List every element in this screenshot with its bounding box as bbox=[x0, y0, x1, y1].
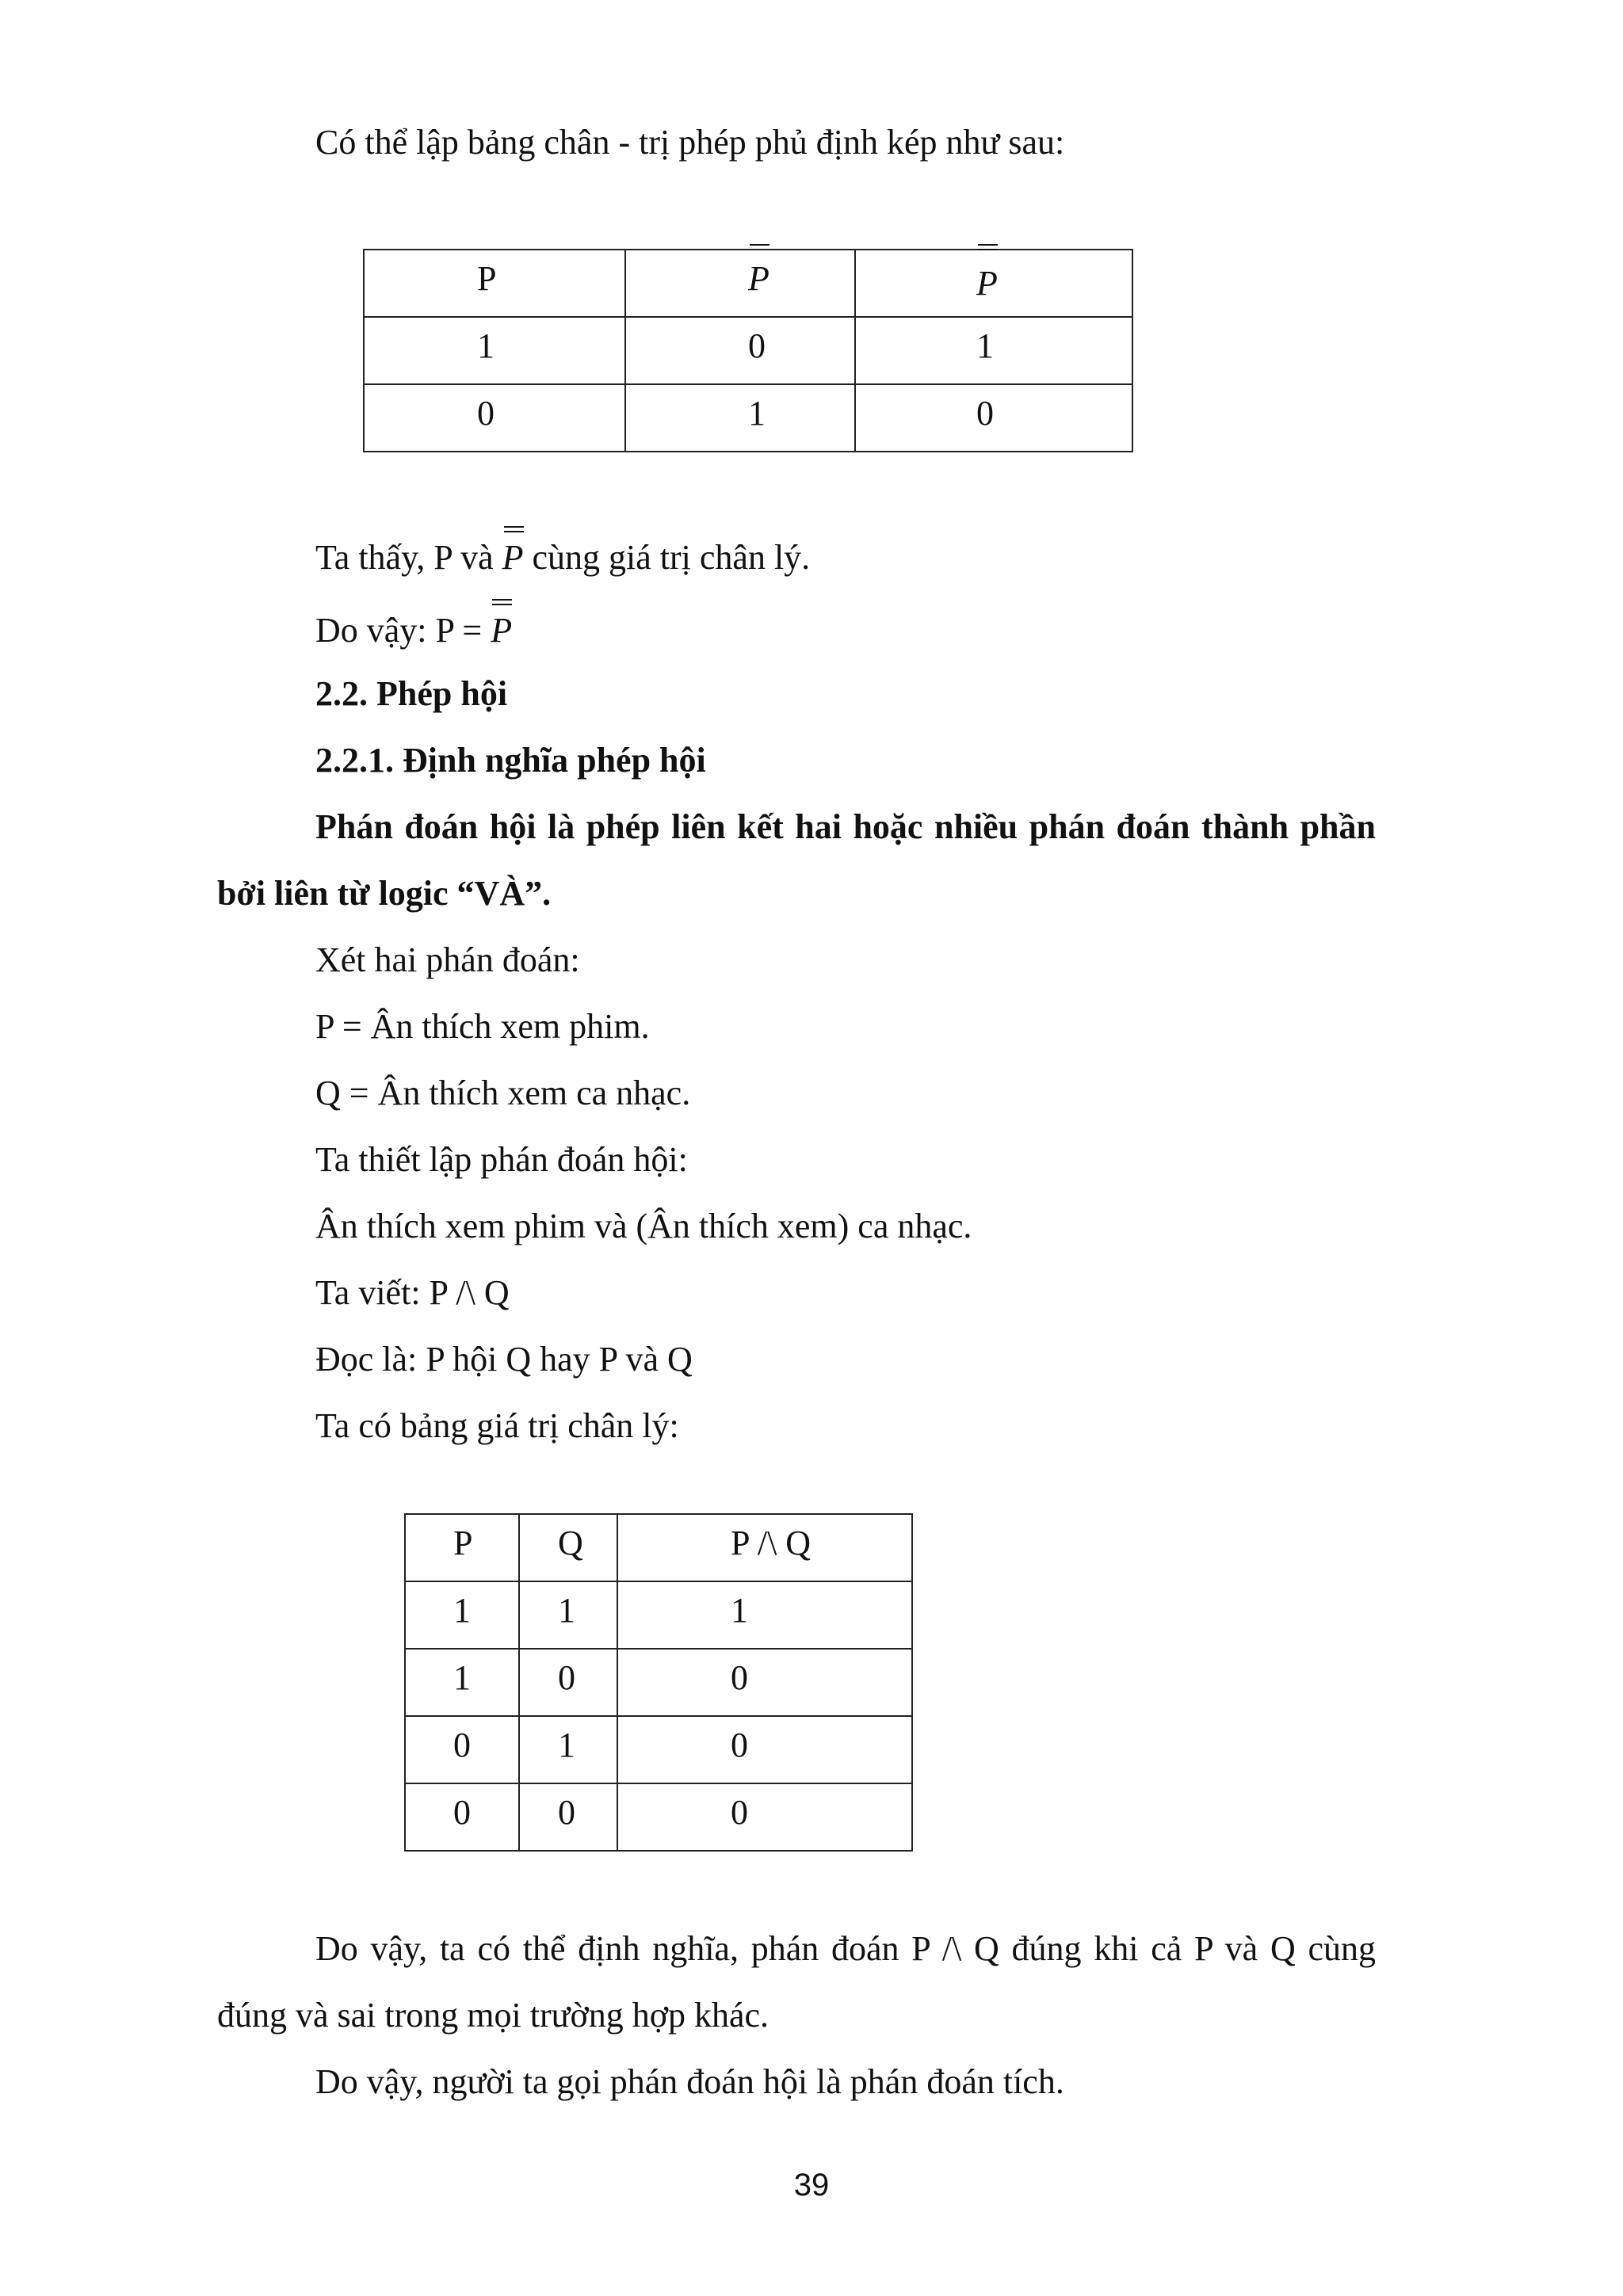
double-negation-symbol: P bbox=[502, 538, 524, 577]
table-cell: 1 bbox=[519, 1716, 617, 1783]
table-header-row bbox=[364, 250, 1132, 317]
table-cell: 1 bbox=[519, 1581, 617, 1649]
table-cell: 0 bbox=[617, 1783, 912, 1851]
table-cell: 0 bbox=[405, 1783, 519, 1851]
table-cell: 1 bbox=[617, 1581, 912, 1649]
intro-line: Có thể lập bảng chân - trị phép phủ định kép như sau: bbox=[315, 123, 1065, 162]
closing-line-1: Do vậy, ta có thể định nghĩa, phán đoán P /\ Q đúng khi cả P và Q cùng bbox=[315, 1929, 1376, 1968]
body-setup: Ta thiết lập phán đoán hội: bbox=[315, 1140, 688, 1179]
body-write: Ta viết: P /\ Q bbox=[315, 1273, 510, 1312]
body-table-intro: Ta có bảng giá trị chân lý: bbox=[315, 1406, 679, 1445]
section-heading: 2.2. Phép hội bbox=[315, 674, 508, 713]
conclusion-line: Do vậy: P = P bbox=[315, 611, 513, 650]
body-read: Đọc là: P hội Q hay P và Q bbox=[315, 1340, 693, 1379]
body-consider: Xét hai phán đoán: bbox=[315, 940, 580, 979]
table-row bbox=[405, 1716, 912, 1783]
body-p-definition: P = Ân thích xem phim. bbox=[315, 1007, 650, 1046]
table-cell: 0 bbox=[519, 1783, 617, 1851]
table-cell: 0 bbox=[405, 1716, 519, 1783]
body-example: Ân thích xem phim và (Ân thích xem) ca nhạc. bbox=[315, 1207, 972, 1245]
header-cell-double-not-p: P bbox=[855, 250, 1132, 317]
double-negation-symbol: P bbox=[491, 611, 513, 650]
table-row bbox=[405, 1581, 912, 1649]
table-row bbox=[364, 384, 1132, 452]
table-row bbox=[364, 317, 1132, 384]
table-cell: 1 bbox=[405, 1581, 519, 1649]
body-q-definition: Q = Ân thích xem ca nhạc. bbox=[315, 1074, 691, 1112]
subsection-heading: 2.2.1. Định nghĩa phép hội bbox=[315, 741, 706, 780]
table-cell: 1 bbox=[405, 1649, 519, 1716]
table-cell: 0 bbox=[617, 1716, 912, 1783]
closing-line-2: đúng và sai trong mọi trường hợp khác. bbox=[217, 1996, 769, 2035]
table-cell: 1 bbox=[364, 317, 625, 384]
table-cell: 0 bbox=[855, 384, 1132, 452]
header-cell-p: P bbox=[405, 1514, 519, 1581]
table-cell: 0 bbox=[617, 1649, 912, 1716]
table-cell: 0 bbox=[519, 1649, 617, 1716]
table-row bbox=[405, 1649, 912, 1716]
table-row bbox=[405, 1783, 912, 1851]
header-cell-q: Q bbox=[519, 1514, 617, 1581]
closing-line-3: Do vậy, người ta gọi phán đoán hội là phán đoán tích. bbox=[315, 2062, 1064, 2101]
header-cell-p-and-q: P /\ Q bbox=[617, 1514, 912, 1581]
table-cell: 0 bbox=[625, 317, 855, 384]
page-number: 39 bbox=[793, 2168, 830, 2203]
conjunction-truth-table bbox=[404, 1513, 913, 1852]
header-cell-p: P bbox=[364, 250, 625, 317]
header-cell-not-p: P bbox=[625, 250, 855, 317]
double-negation-truth-table bbox=[363, 249, 1133, 452]
table-cell: 1 bbox=[625, 384, 855, 452]
table-cell: 1 bbox=[855, 317, 1132, 384]
definition-line-2: bởi liên từ logic “VÀ”. bbox=[217, 874, 552, 913]
definition-line-1: Phán đoán hội là phép liên kết hai hoặc nhiều phán đoán thành phần bbox=[315, 807, 1376, 846]
observation-line: Ta thấy, P và P cùng giá trị chân lý. bbox=[315, 538, 811, 577]
table-header-row bbox=[405, 1514, 912, 1581]
table-cell: 0 bbox=[364, 384, 625, 452]
